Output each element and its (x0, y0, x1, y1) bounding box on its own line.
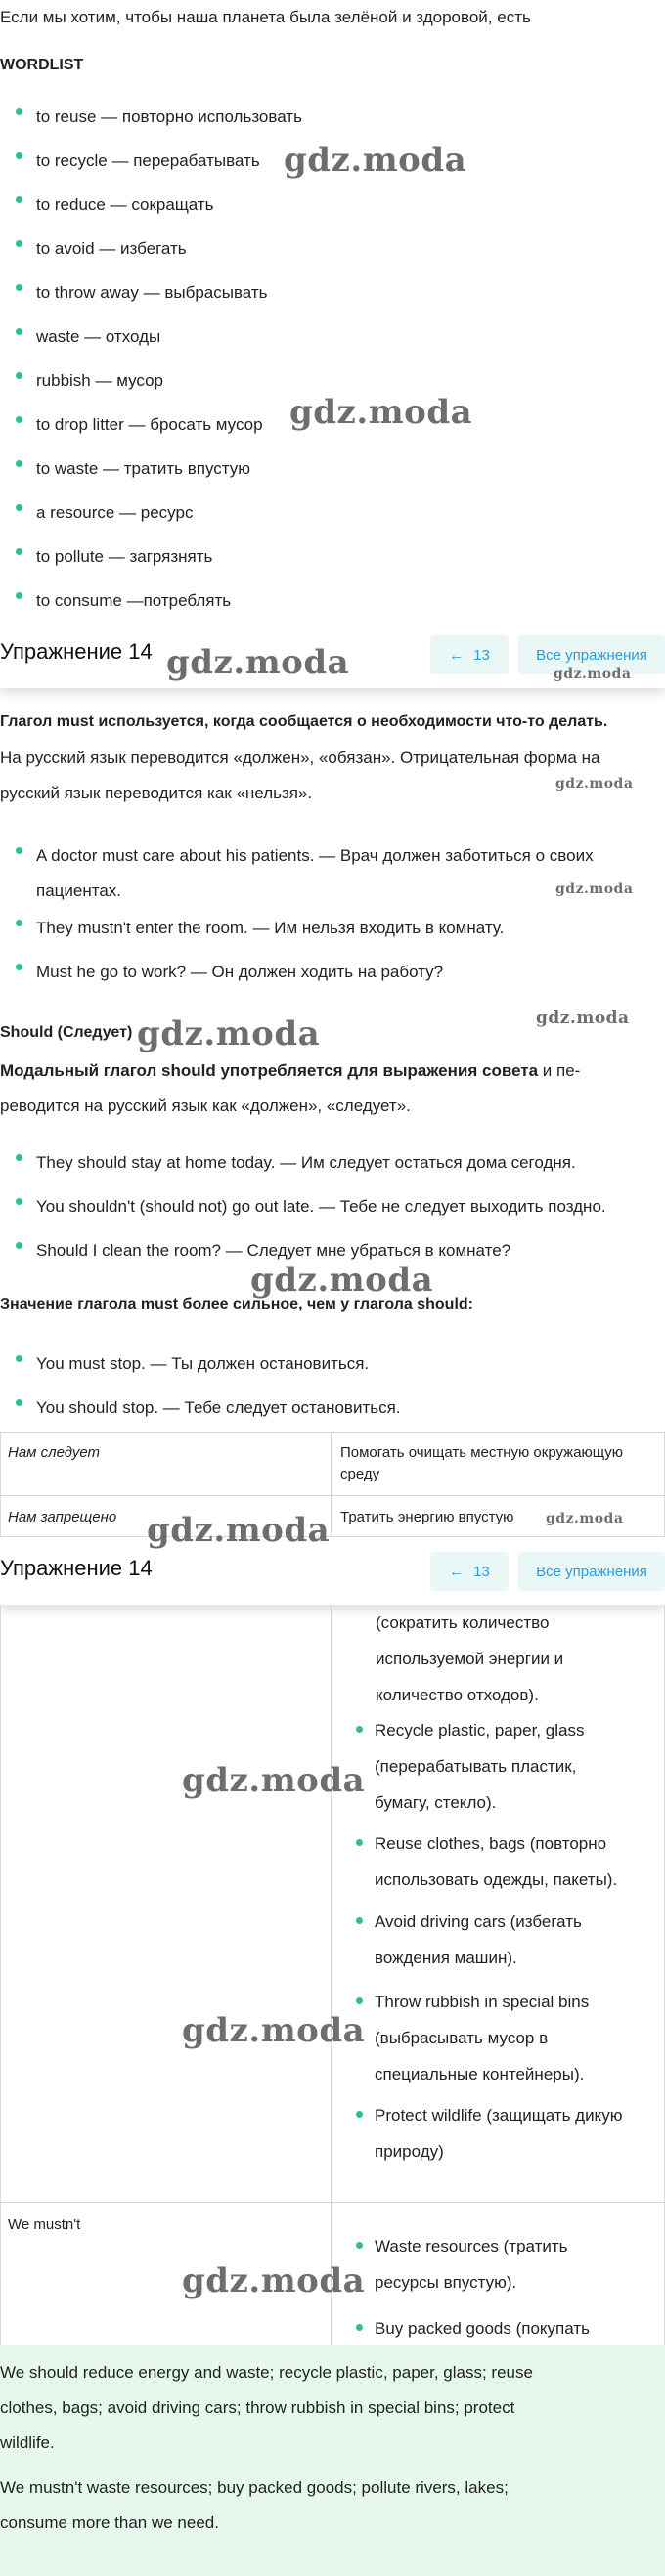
watermark: gdz.moda (137, 1014, 321, 1053)
answer-block (0, 2345, 665, 2576)
watermark: gdz.moda (555, 776, 634, 792)
must-paragraph-bold: Глагол must используется, когда сообщается о необходимости что-то делать. (0, 713, 608, 730)
exercise-title: Упражнение 14 (0, 639, 153, 664)
list-item: to reuse — повторно использовать (0, 100, 302, 135)
must-paragraph-line: русский язык переводится как «нельзя». (0, 784, 313, 802)
list-item: a resource — ресурс (0, 495, 193, 531)
list-item: They should stay at home today. — Им следует остаться дома сегодня. (0, 1145, 576, 1181)
list-item: rubbish — мусор (0, 364, 163, 399)
should-paragraph: Модальный глагол should употребляется для выражения совета и пе- (0, 1061, 581, 1080)
all-exercises-button[interactable]: Все упражнения (518, 635, 665, 674)
list-item: to avoid — избегать (0, 232, 187, 267)
prev-exercise-button[interactable]: ← 13 (430, 635, 509, 674)
list-item: You must stop. — Ты должен остановиться. (0, 1347, 369, 1382)
list-item: Must he go to work? — Он должен ходить на работу? (0, 955, 443, 990)
watermark: gdz.moda (536, 1009, 630, 1028)
intro-line: Если мы хотим, чтобы наша планета была зелёной и здоровой, есть (0, 8, 531, 26)
list-item: to waste — тратить впустую (0, 451, 250, 487)
watermark: gdz.moda (554, 666, 632, 682)
list-item: to recycle — перерабатывать (0, 144, 260, 179)
arrow-left-icon: ← (449, 1563, 465, 1580)
table-cell: Нам запрещено (8, 1509, 117, 1525)
prev-exercise-button[interactable]: ← 13 (430, 1552, 509, 1591)
list-item: Recycle plastic, paper, glass (перерабатывать пластик, бумагу, стекло). (338, 1712, 585, 1821)
list-item: Buy packed goods (покупать (338, 2310, 590, 2346)
list-item: to reduce — сокращать (0, 188, 214, 223)
table-cell: We mustn't (8, 2216, 81, 2233)
wordlist-title: WORDLIST (0, 57, 84, 73)
exercise-title: Упражнение 14 (0, 1556, 153, 1580)
list-item: You should stop. — Тебе следует остановиться. (0, 1391, 401, 1426)
arrow-left-icon: ← (449, 646, 465, 664)
list-item: to consume —потреблять (0, 583, 231, 619)
watermark: gdz.moda (555, 881, 634, 897)
list-item: A doctor must care about his patients. — Врач должен заботиться о своих пациентах. (0, 838, 594, 909)
list-item: to throw away — выбрасывать (0, 276, 268, 311)
answer-line: consume more than we need. (0, 2513, 219, 2532)
list-item: Reuse clothes, bags (повторно использовать одежды, пакеты). (338, 1825, 617, 1898)
should-paragraph-line: реводится на русский язык как «должен», «следует». (0, 1096, 411, 1115)
table-cell: Нам следует (8, 1444, 101, 1461)
watermark: gdz.moda (147, 1511, 331, 1550)
all-exercises-button[interactable]: Все упражнения (518, 1552, 665, 1591)
list-item: Protect wildlife (защищать дикую природу) (338, 2097, 622, 2169)
must-paragraph-line: На русский язык переводится «должен», «обязан». Отрицательная форма на (0, 749, 600, 767)
watermark: gdz.moda (182, 2011, 366, 2050)
list-item: They mustn't enter the room. — Им нельзя входить в комнату. (0, 911, 504, 946)
list-item: Avoid driving cars (избегать вождения машин). (338, 1904, 582, 1976)
list-item: You shouldn't (should not) go out late. — Тебе не следует выходить поздно. (0, 1189, 606, 1224)
table-cell: (сократить количество используемой энергии и количество отходов). (376, 1613, 564, 1704)
watermark: gdz.moda (546, 1511, 624, 1526)
exercise-header (0, 1542, 665, 1605)
answer-line: wildlife. (0, 2433, 55, 2452)
watermark: gdz.moda (250, 1261, 434, 1300)
answer-line: We mustn't waste resources; buy packed goods; pollute rivers, lakes; (0, 2478, 509, 2497)
list-item: to pollute — загрязнять (0, 539, 212, 575)
list-item: to drop litter — бросать мусор (0, 408, 263, 443)
list-item: Waste resources (тратить ресурсы впустую). (338, 2228, 568, 2300)
watermark: gdz.moda (182, 1761, 366, 1800)
watermark: gdz.moda (289, 393, 473, 432)
watermark: gdz.moda (182, 2261, 366, 2300)
table-cell: Тратить энергию впустую (340, 1509, 514, 1525)
list-item: Throw rubbish in special bins (выбрасывать мусор в специальные контейнеры). (338, 1984, 589, 2092)
should-heading: Should (Следует) (0, 1024, 133, 1041)
list-item: waste — отходы (0, 320, 160, 355)
watermark: gdz.moda (166, 643, 350, 682)
compare-heading: Значение глагола must более сильное, чем у глагола should: (0, 1296, 473, 1312)
answer-line: We should reduce energy and waste; recycle plastic, paper, glass; reuse (0, 2363, 533, 2382)
table-cell: Помогать очищать местную окружающую среду (340, 1444, 624, 1482)
answer-line: clothes, bags; avoid driving cars; throw rubbish in special bins; protect (0, 2398, 515, 2417)
watermark: gdz.moda (284, 141, 467, 180)
list-item: Should I clean the room? — Следует мне убраться в комнате? (0, 1233, 510, 1268)
